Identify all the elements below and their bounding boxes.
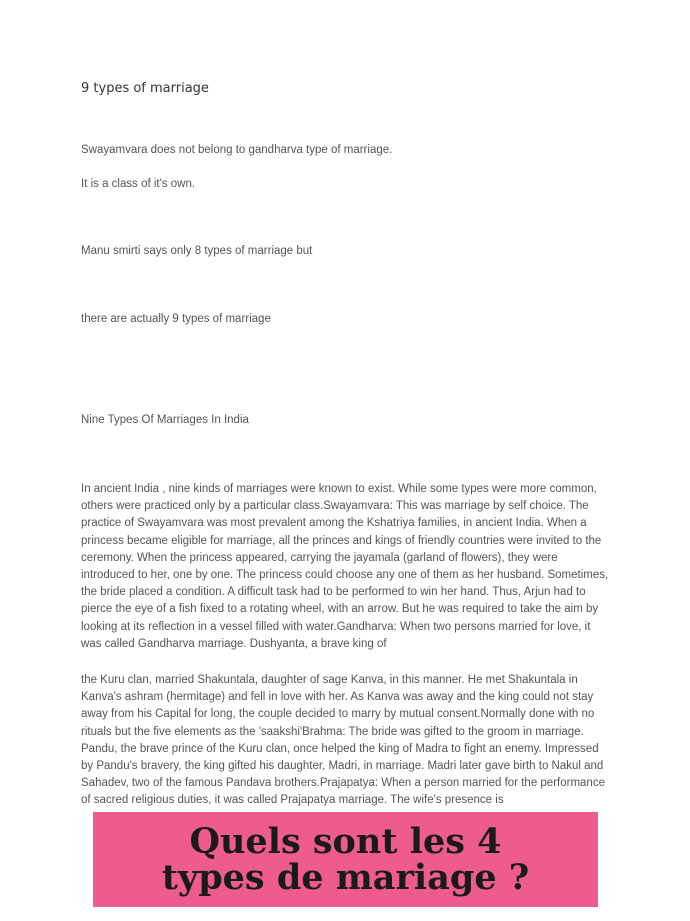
paragraph: the Kuru clan, married Shakuntala, daughter of sage Kanva, in this manner. He met Shakuntala in Kanva's ashram (hermitage) and fell in love with her. As Kanva was away and the king could not stay away from his Capital for long, the couple decided to marry by mutual consent.Normally done with no rituals but the five elements as the 'saakshi'Brahma: The bride was gifted to the groom in marriage. Pandu, the brave prince of the Kuru clan, once helped the king of Madra to fight an enemy. Impressed by Pandu's bravery, the king gifted his daughter, Madri, in marriage. Madri later gave birth to Nakul and Sahadev, two of the famous Pandava brothers.Prajapatya: When a person married for the performance of sacred religious duties, it was called Prajapatya marriage. The wife's presence is	[81, 674, 605, 807]
banner-line-1: Quels sont les 4	[189, 820, 502, 862]
text-line: It is a class of it's own.	[81, 178, 196, 190]
title-banner	[93, 812, 598, 907]
section-heading: Nine Types Of Marriages In India	[81, 414, 249, 426]
text-line: there are actually 9 types of marriage	[81, 313, 271, 325]
text-line: Manu smirti says only 8 types of marriage but	[81, 245, 313, 257]
document-title: 9 types of marriage	[81, 81, 209, 96]
paragraph: In ancient India , nine kinds of marriages were known to exist. While some types were more common, others were practiced only by a particular class.Swayamvara: This was marriage by self choice. The practice of Swayamvara was most prevalent among the Kshatriya families, in ancient India. When a princess became eligible for marriage, all the princes and kings of friendly countries were invited to the ceremony. When the princess appeared, carrying the jayamala (garland of flowers), they were introduced to her, one by one. The princess could choose any one of them as her husband. Sometimes, the bride placed a condition. A difficult task had to be performed to win her hand. Thus, Arjun had to pierce the eye of a fish fixed to a rotating wheel, with an arrow. But he was required to take the aim by looking at its reflection in a vessel filled with water.Gandharva: When two persons married for love, it was called Gandharva marriage. Dushyanta, a brave king of	[81, 483, 609, 650]
text-line: Swayamvara does not belong to gandharva type of marriage.	[81, 144, 393, 156]
banner-line-2: types de mariage ?	[161, 856, 530, 898]
